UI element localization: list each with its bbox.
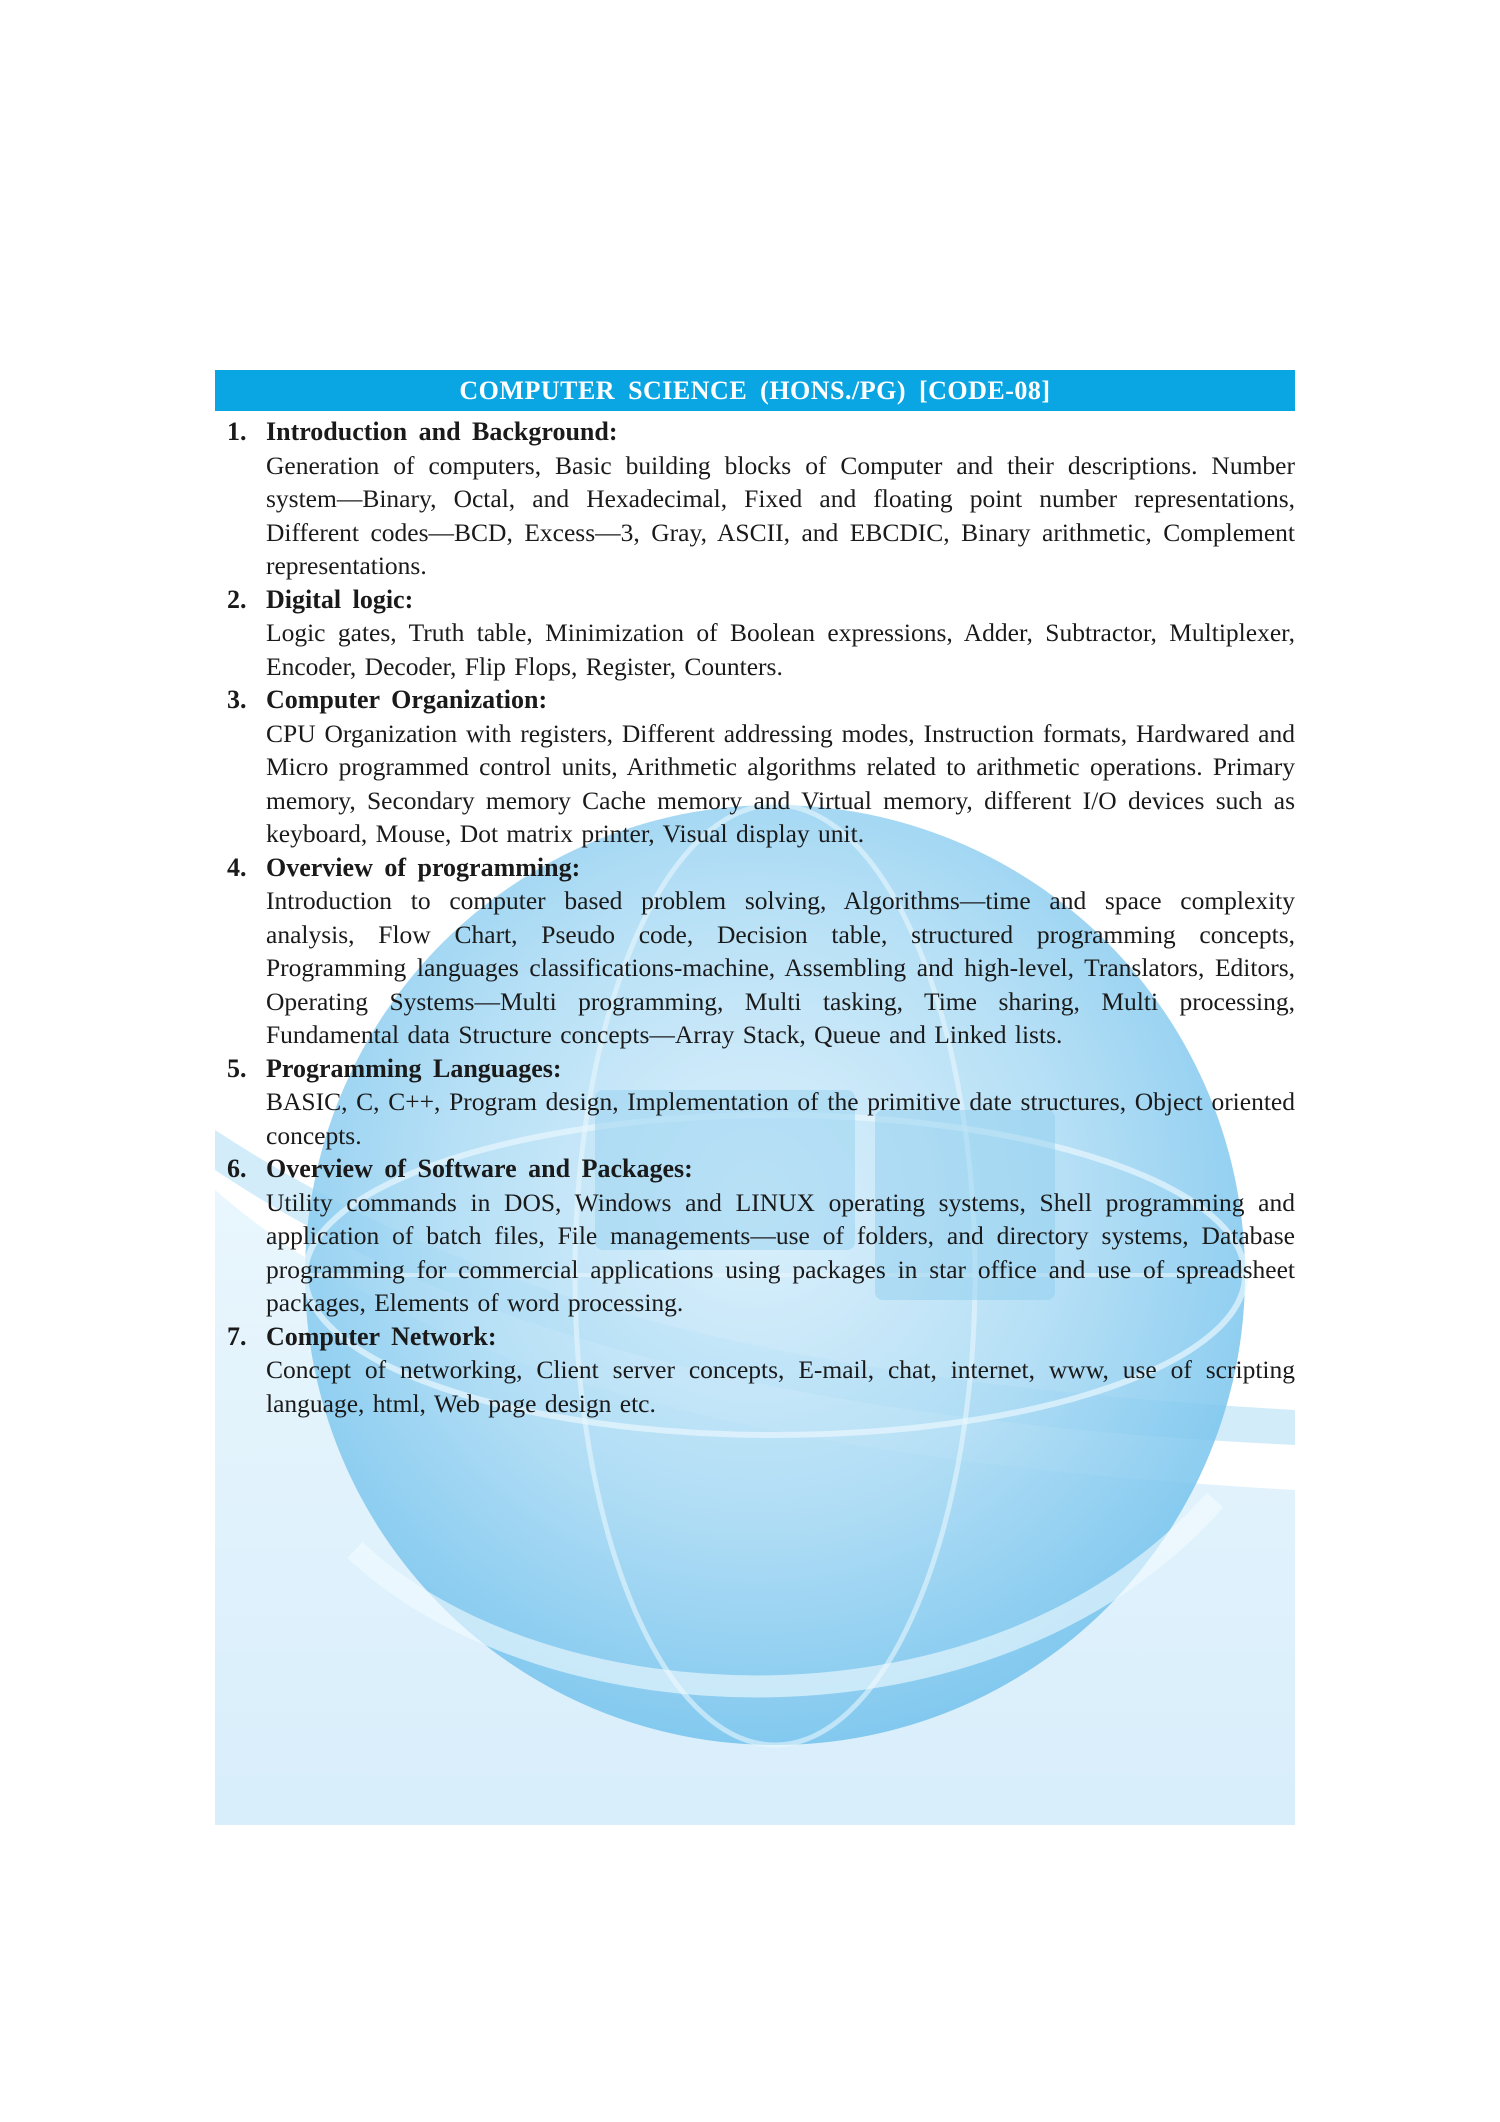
syllabus-section — [215, 1320, 1295, 1421]
syllabus-section — [215, 683, 1295, 851]
section-number: 5. — [227, 1053, 247, 1083]
section-body: CPU Organization with registers, Different addressing modes, Instruction formats, Hardwared and Micro programmed control units, Arithmetic algorithms related to arithmetic operations. Primary memory, Secondary memory Cache memory and Virtual memory, different I/O devices such as keyboard, Mouse, Dot matrix printer, Visual display unit. — [266, 718, 1295, 848]
syllabus-section — [215, 583, 1295, 684]
section-heading: Digital logic: — [266, 584, 414, 614]
section-heading: Programming Languages: — [266, 1053, 562, 1083]
section-body: Introduction to computer based problem solving, Algorithms—time and space complexity analysis, Flow Chart, Pseudo code, Decision table, structured programming concepts, Programming languages classifications-machine, Assembling and high-level, Translators, Editors, Operating Systems—Multi programming, Multi tasking, Time sharing, Multi processing, Fundamental data Structure concepts—Array Stack, Queue and Linked lists. — [266, 886, 1295, 1049]
syllabus-section — [215, 851, 1295, 1052]
section-heading: Overview of programming: — [266, 852, 581, 882]
section-heading: Introduction and Background: — [266, 417, 618, 446]
section-body: Utility commands in DOS, Windows and LINUX operating systems, Shell programming and application of batch files, File managements—use of folders, and directory systems, Database programming for commercial applications using packages in star office and use of spreadsheet packages, Elements of word processing. — [266, 1187, 1295, 1317]
syllabus-section — [215, 415, 1295, 583]
section-body: Generation of computers, Basic building blocks of Computer and their descriptions. Number system—Binary, Octal, and Hexadecimal, Fixed and floating point number representations, Different codes—BCD, Excess—3, Gray, ASCII, and EBCDIC, Binary arithmetic, Complement representations. — [266, 450, 1295, 580]
syllabus-section-list — [215, 415, 1295, 1420]
section-heading: Overview of Software and Packages: — [266, 1154, 693, 1183]
section-body: Concept of networking, Client server concepts, E-mail, chat, internet, www, use of scripting language, html, Web page design etc. — [266, 1355, 1295, 1418]
section-number: 3. — [227, 685, 247, 714]
section-heading: Computer Network: — [266, 1321, 497, 1351]
section-number: 7. — [227, 1321, 247, 1351]
section-body: Logic gates, Truth table, Minimization of Boolean expressions, Adder, Subtractor, Multiplexer, Encoder, Decoder, Flip Flops, Register, Counters. — [266, 618, 1295, 681]
section-body: BASIC, C, C++, Program design, Implementation of the primitive date structures, Object oriented concepts. — [266, 1087, 1295, 1150]
page-title: COMPUTER SCIENCE (HONS./PG) [CODE-08] — [215, 370, 1295, 411]
section-number: 1. — [227, 417, 247, 446]
syllabus-section — [215, 1152, 1295, 1320]
section-number: 6. — [227, 1154, 247, 1183]
section-number: 4. — [227, 852, 247, 882]
syllabus-panel — [215, 370, 1295, 1825]
section-heading: Computer Organization: — [266, 685, 548, 714]
section-number: 2. — [227, 584, 247, 614]
syllabus-section — [215, 1052, 1295, 1153]
